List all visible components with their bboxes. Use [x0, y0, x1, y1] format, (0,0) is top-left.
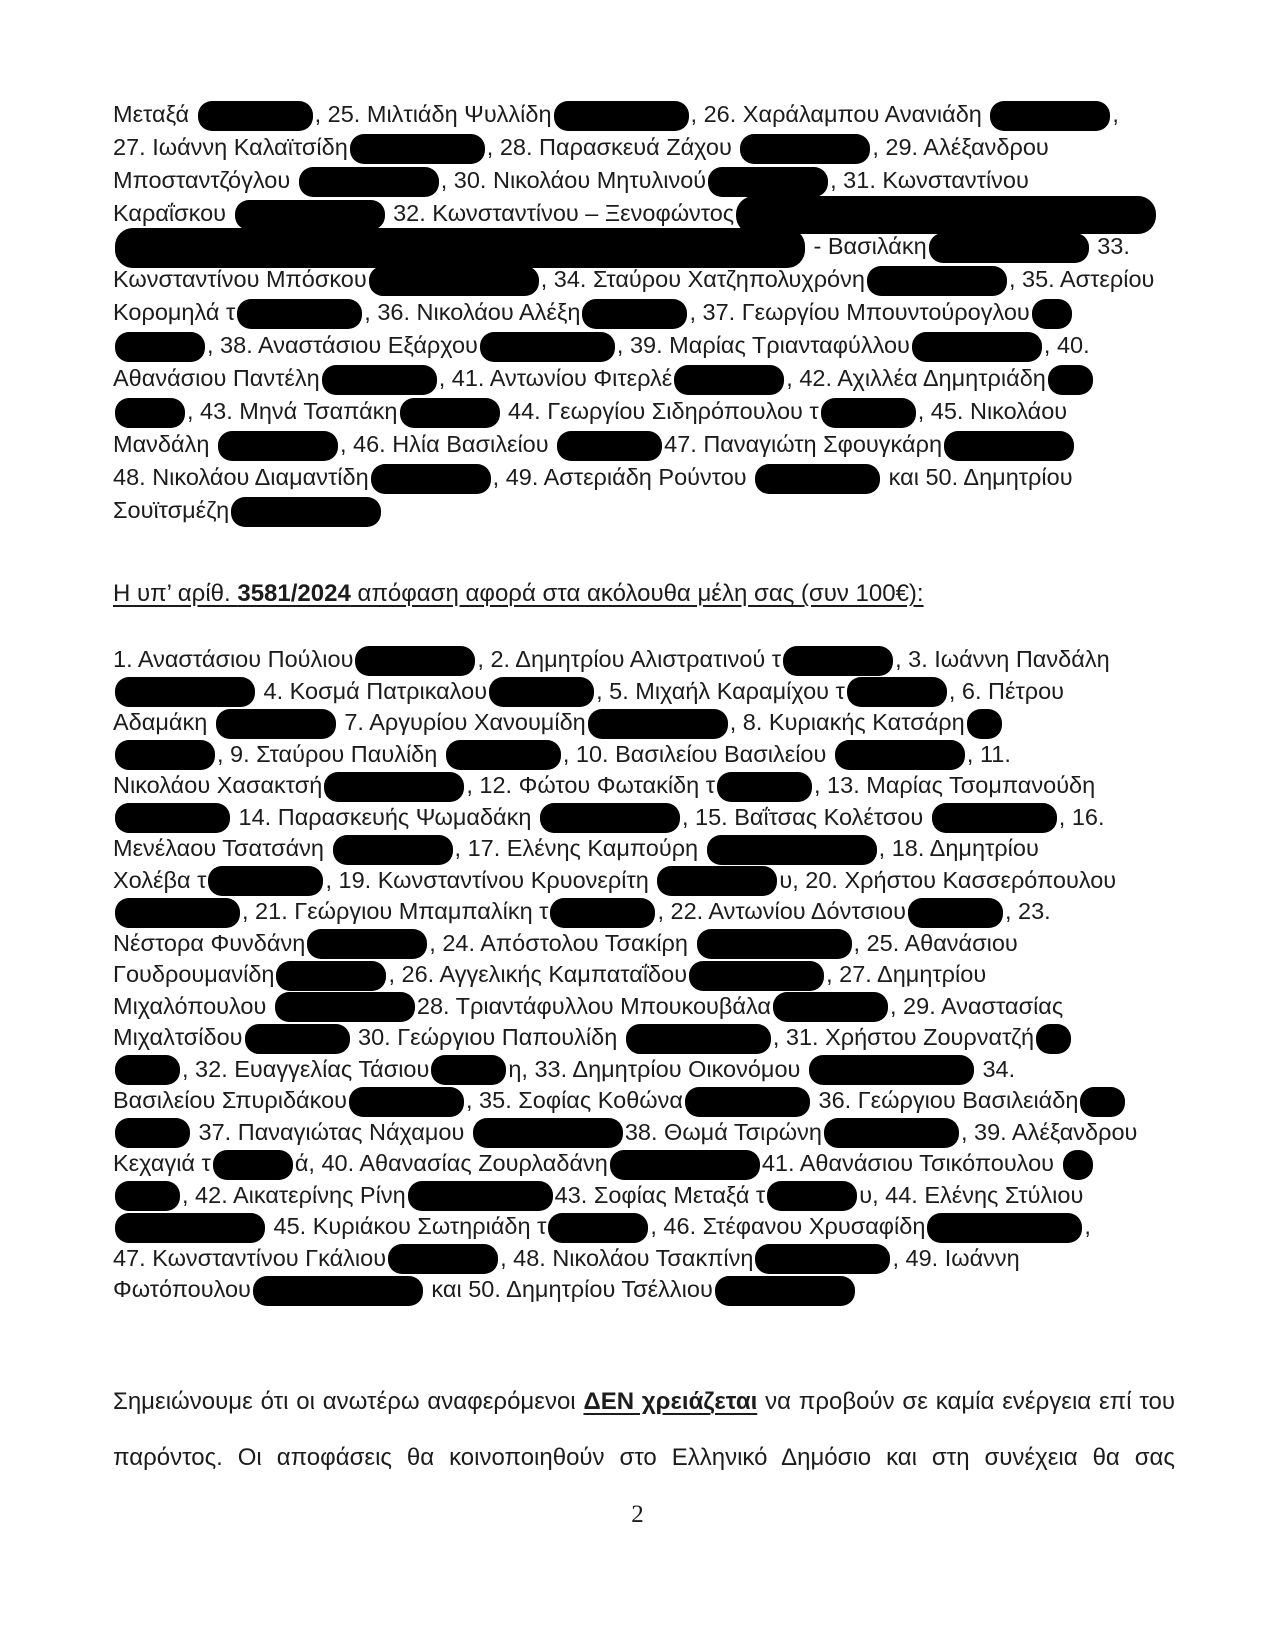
redaction-box: [115, 803, 230, 833]
text-segment: 47. Παναγιώτη Σφουγκάρη: [664, 431, 943, 457]
text-segment: Καραΐσκου: [113, 200, 233, 226]
redaction-box: [550, 898, 655, 928]
text-segment: , 45. Νικολάου: [917, 398, 1068, 424]
text-line: [113, 494, 1175, 527]
page-number: 2: [631, 1501, 644, 1528]
redaction-box: [333, 835, 453, 865]
text-segment: , 26. Αγγελικής Καμπαταΐδου: [388, 961, 688, 987]
text-segment: , 15. Βαΐτσας Κολέτσου: [681, 803, 930, 830]
text-segment: Κωνσταντίνου Μπόσκου: [113, 266, 367, 292]
text-segment: να προβούν σε καμία ενέργεια επί του: [757, 1388, 1175, 1415]
text-segment: Αδαμάκη: [113, 709, 214, 735]
redaction-box: [115, 898, 240, 928]
redaction-box: [324, 772, 464, 802]
text-segment: ,: [1112, 101, 1119, 127]
text-line: [113, 98, 1175, 131]
redaction-box: [489, 677, 594, 707]
text-segment: Βασιλείου Σπυριδάκου: [113, 1087, 347, 1113]
text-segment: , 46. Ηλία Βασιλείου: [339, 431, 556, 457]
text-segment: 1. Αναστάσιου Πούλιου: [113, 646, 354, 672]
text-segment: Μιχαλτσίδου: [113, 1024, 243, 1050]
text-segment: 41. Αθανάσιου Τσικόπουλου: [761, 1150, 1061, 1176]
text-segment: , 18. Δημητρίου: [878, 835, 1039, 861]
text-segment: 48. Νικολάου Διαμαντίδη: [113, 464, 369, 490]
redaction-box: [371, 464, 491, 494]
text-segment: - Βασιλάκη: [807, 233, 927, 259]
text-segment: , 30. Νικολάου Μητυλινού: [440, 167, 707, 193]
text-segment: 34.: [975, 1055, 1016, 1082]
text-segment: Μεταξά: [113, 101, 196, 127]
redaction-box: [674, 365, 784, 395]
redaction-box: [1032, 299, 1072, 329]
text-segment: , 42. Αχιλλέα Δημητριάδη: [786, 365, 1046, 391]
text-line: [113, 263, 1175, 296]
redaction-box: [715, 1276, 855, 1306]
redaction-box: [755, 1244, 890, 1274]
text-segment: , 35. Σοφίας Κοθώνα: [466, 1087, 683, 1113]
redaction-box: [944, 431, 1074, 461]
text-segment: Μενέλαου Τσατσάνη: [113, 835, 331, 861]
text-segment: Νέστορα Φυνδάνη: [113, 929, 306, 956]
redaction-box: [867, 266, 1007, 296]
redaction-box: [588, 709, 728, 739]
redaction-box: [275, 992, 415, 1022]
text-segment: , 10. Βασιλείου Βασιλείου: [562, 740, 833, 767]
text-segment: , 49. Αστεριάδη Ρούντου: [492, 464, 754, 490]
redaction-box: [708, 167, 828, 197]
redaction-box: [115, 740, 215, 770]
redaction-box: [115, 677, 255, 707]
redaction-box: [685, 1087, 810, 1117]
redaction-box: [1036, 1024, 1071, 1054]
redaction-box: [610, 1150, 760, 1180]
redaction-box: [697, 929, 852, 959]
text-line: [113, 1054, 1175, 1086]
redaction-box: [115, 1181, 180, 1211]
text-segment: 38. Θωμά Τσιρώνη: [624, 1118, 822, 1145]
text-segment: Μιχαλόπουλου: [113, 992, 273, 1019]
text-segment: παρόντος. Οι αποφάσεις θα κοινοποιηθούν στο Ελληνικό Δημόσιο και στη συνέχεια θα σας: [113, 1444, 1175, 1471]
redaction-box: [548, 1213, 648, 1243]
text-segment: Κεχαγιά τ: [113, 1150, 211, 1176]
text-segment: 44. Γεωργίου Σιδηρόπουλου τ: [501, 398, 819, 424]
redaction-box: [473, 1118, 623, 1148]
text-line: [113, 865, 1175, 897]
text-line: [113, 362, 1175, 395]
redaction-box: [115, 332, 205, 362]
text-segment: και 50. Δημητρίου: [882, 464, 1073, 490]
text-segment: , 41. Αντωνίου Φιτερλέ: [438, 365, 673, 391]
redaction-box: [912, 332, 1042, 362]
redaction-box: [446, 740, 561, 770]
text-line: [113, 707, 1175, 739]
text-segment: , 24. Απόστολου Τσακίρη: [429, 929, 695, 956]
text-segment: , 11.: [966, 740, 1011, 767]
text-segment: 28. Τριαντάφυλλου Μπουκουβάλα: [416, 992, 771, 1019]
text-segment: 47. Κωνσταντίνου Γκάλιου: [113, 1244, 387, 1271]
text-line: [113, 395, 1175, 428]
text-segment: Χολέβα τ: [113, 866, 207, 893]
redaction-box: [540, 803, 680, 833]
redaction-box: [847, 677, 947, 707]
redaction-box: [557, 431, 662, 461]
text-segment: Μποσταντζόγλου: [113, 167, 297, 193]
text-line: [113, 644, 1175, 676]
text-segment: Γουδρουμανίδη: [113, 961, 275, 987]
text-line: [113, 1243, 1175, 1275]
redaction-box: [927, 1213, 1082, 1243]
redaction-box: [208, 866, 323, 896]
text-segment: , 29. Αλέξανδρου: [872, 134, 1049, 160]
text-segment: απόφαση αφορά στα ακόλουθα μέλη σας (συν 100€):: [350, 580, 924, 607]
text-segment: , 23.: [1004, 898, 1051, 924]
text-segment: 30. Γεώργιου Παπουλίδη: [351, 1024, 624, 1050]
text-segment: , 21. Γεώργιου Μπαμπαλίκη τ: [242, 898, 549, 924]
text-segment: 4. Κοσμά Πατρικαλου: [257, 677, 488, 704]
redaction-box: [835, 740, 965, 770]
text-segment: , 9. Σταύρου Παυλίδη: [217, 740, 444, 767]
redaction-box: [1048, 365, 1093, 395]
text-line: [113, 1374, 1175, 1430]
text-segment: , 16.: [1058, 803, 1105, 830]
text-line: [113, 1148, 1175, 1180]
text-segment: 32. Κωνσταντίνου – Ξενοφώντος: [386, 200, 735, 226]
redaction-box: [1080, 1087, 1125, 1117]
text-line: [113, 1180, 1175, 1212]
text-line: [113, 1430, 1175, 1486]
redaction-box: [929, 233, 1089, 263]
closing-paragraph: [113, 1374, 1175, 1486]
text-segment: 27. Ιωάννη Καλαϊτσίδη: [113, 134, 348, 160]
redaction-box: [740, 134, 870, 164]
text-segment: , 31. Κωνσταντίνου: [830, 167, 1029, 193]
text-segment: , 19. Κωνσταντίνου Κρυονερίτη: [325, 866, 656, 893]
text-line: [113, 959, 1175, 991]
text-line: [113, 739, 1175, 771]
text-segment: , 34. Σταύρου Χατζηπολυχρόνη: [540, 266, 865, 292]
text-segment: , 27. Δημητρίου: [826, 961, 987, 987]
text-segment: , 12. Φώτου Φωτακίδη τ: [466, 772, 715, 798]
redaction-box: [990, 101, 1110, 131]
text-segment: Αθανάσιου Παντέλη: [113, 365, 320, 391]
text-line: [113, 770, 1175, 802]
redaction-box: [626, 1024, 771, 1054]
redaction-box: [322, 365, 437, 395]
redaction-box: [237, 299, 362, 329]
redaction-box: [967, 709, 1002, 739]
text-segment: Μανδάλη: [113, 431, 216, 457]
redaction-box: [908, 898, 1003, 928]
text-line: [113, 1211, 1175, 1243]
text-segment: , 40.: [1043, 332, 1090, 358]
redaction-box: [253, 1276, 423, 1306]
text-segment: Φωτόπουλου: [113, 1276, 251, 1302]
redaction-box: [736, 196, 1156, 234]
redaction-box: [115, 398, 185, 428]
text-line: [113, 991, 1175, 1023]
text-segment: , 39. Αλέξανδρου: [960, 1118, 1138, 1145]
text-line: [113, 428, 1175, 461]
text-segment: , 13. Μαρίας Τσομπανούδη: [814, 772, 1096, 798]
redaction-box: [431, 1055, 506, 1085]
redaction-box: [216, 709, 336, 739]
redaction-box: [115, 1213, 265, 1243]
redaction-box: [307, 929, 427, 959]
redaction-box: [717, 772, 812, 802]
redaction-box: [689, 961, 824, 991]
text-line: [113, 1274, 1175, 1306]
redaction-box: [276, 961, 386, 991]
text-segment: υ, 20. Χρήστου Κασσερόπουλου: [779, 866, 1117, 893]
text-segment: 14. Παρασκευής Ψωμαδάκη: [232, 803, 538, 830]
redaction-box: [824, 1118, 959, 1148]
text-segment: , 28. Παρασκευά Ζάχου: [486, 134, 739, 160]
redaction-box: [773, 992, 888, 1022]
text-line: [113, 329, 1175, 362]
redaction-box: [932, 803, 1057, 833]
text-segment: υ, 44. Ελένης Στύλιου: [859, 1181, 1084, 1208]
text-line: [113, 1117, 1175, 1149]
text-line: [113, 461, 1175, 494]
redaction-box: [783, 646, 893, 676]
redaction-box: [231, 497, 381, 527]
text-segment: 45. Κυριάκου Σωτηριάδη τ: [267, 1213, 547, 1239]
text-line: [113, 197, 1175, 230]
list-paragraph-a: [113, 98, 1175, 527]
text-segment: Η υπ’ αρίθ.: [113, 580, 238, 607]
text-segment: , 8. Κυριακής Κατσάρη: [729, 709, 965, 735]
text-segment: , 32. Ευαγγελίας Τάσιου: [182, 1055, 430, 1082]
text-segment: , 5. Μιχαήλ Καραμίχου τ: [596, 677, 845, 704]
text-segment: 36. Γεώργιου Βασιλειάδη: [811, 1087, 1079, 1113]
text-segment: , 6. Πέτρου: [948, 677, 1065, 704]
redaction-box: [115, 1118, 190, 1148]
text-segment: 3581/2024: [237, 580, 351, 607]
text-segment: 37. Παναγιώτας Νάχαμου: [192, 1118, 471, 1145]
redaction-box: [349, 1087, 464, 1117]
text-segment: , 46. Στέφανου Χρυσαφίδη: [650, 1213, 926, 1239]
text-segment: , 48. Νικολάου Τσακπίνη: [500, 1244, 754, 1271]
text-line: [113, 802, 1175, 834]
redaction-box: [1063, 1150, 1093, 1180]
text-segment: , 25. Μιλτιάδη Ψυλλίδη: [314, 101, 552, 127]
text-segment: , 31. Χρήστου Ζουρνατζή: [772, 1024, 1035, 1050]
decision-heading: [113, 577, 1175, 610]
text-segment: , 29. Αναστασίας: [890, 992, 1064, 1019]
redaction-box: [767, 1181, 857, 1211]
text-segment: ,: [1084, 1213, 1091, 1239]
text-segment: , 3. Ιωάννη Πανδάλη: [895, 646, 1110, 672]
redaction-box: [198, 101, 313, 131]
text-line: [113, 296, 1175, 329]
redaction-box: [218, 431, 338, 461]
redaction-box: [400, 398, 500, 428]
text-segment: , 38. Αναστάσιου Εξάρχου: [207, 332, 478, 358]
text-segment: Σουϊτσμέζη: [113, 497, 230, 523]
text-segment: , 36. Νικολάου Αλέξη: [364, 299, 581, 325]
text-segment: η, 33. Δημητρίου Οικονόμου: [508, 1055, 807, 1082]
text-segment: , 43. Μηνά Τσαπάκη: [187, 398, 398, 424]
text-segment: ΔΕΝ χρειάζεται: [583, 1388, 758, 1415]
redaction-box: [115, 228, 805, 268]
redaction-box: [388, 1244, 498, 1274]
redaction-box: [408, 1181, 553, 1211]
text-segment: , 39. Μαρίας Τριανταφύλλου: [616, 332, 910, 358]
text-line: [113, 833, 1175, 865]
redaction-box: [245, 1024, 350, 1054]
text-segment: , 35. Αστερίου: [1008, 266, 1155, 292]
text-segment: , 25. Αθανάσιου: [853, 929, 1018, 956]
text-segment: , 26. Χαράλαμπου Ανανιάδη: [690, 101, 989, 127]
text-segment: , 42. Αικατερίνης Ρίνη: [182, 1181, 406, 1208]
text-segment: 33.: [1090, 233, 1130, 259]
text-segment: Κορομηλά τ: [113, 299, 236, 325]
redaction-box: [235, 200, 385, 230]
text-segment: , 37. Γεωργίου Μπουντούρογλου: [689, 299, 1030, 325]
text-line: [113, 164, 1175, 197]
text-segment: , 49. Ιωάννη: [892, 1244, 1020, 1271]
text-line: [113, 230, 1175, 263]
text-line: [113, 928, 1175, 960]
text-line: [113, 131, 1175, 164]
redaction-box: [554, 101, 689, 131]
text-segment: και 50. Δημητρίου Τσέλλιου: [424, 1276, 713, 1302]
text-line: [113, 896, 1175, 928]
text-segment: , 17. Ελένης Καμπούρη: [454, 835, 705, 861]
text-segment: , 22. Αντωνίου Δόντσιου: [657, 898, 906, 924]
text-line: [113, 1022, 1175, 1054]
text-line: [113, 1085, 1175, 1117]
list-paragraph-b: [113, 644, 1175, 1306]
redaction-box: [299, 167, 439, 197]
redaction-box: [707, 835, 877, 865]
redaction-box: [369, 266, 539, 296]
text-line: [113, 676, 1175, 708]
redaction-box: [480, 332, 615, 362]
redaction-box: [809, 1055, 974, 1085]
text-segment: Νικολάου Χασακτσή: [113, 772, 323, 798]
text-segment: 43. Σοφίας Μεταξά τ: [554, 1181, 766, 1208]
redaction-box: [821, 398, 916, 428]
text-segment: ά, 40. Αθανασίας Ζουρλαδάνη: [294, 1150, 608, 1176]
redaction-box: [115, 1055, 180, 1085]
text-segment: 7. Αργυρίου Χανουμίδη: [337, 709, 586, 735]
text-segment: Σημειώνουμε ότι οι ανωτέρω αναφερόμενοι: [113, 1388, 584, 1415]
text-segment: , 2. Δημητρίου Αλιστρατινού τ: [477, 646, 782, 672]
redaction-box: [755, 464, 880, 494]
redaction-box: [657, 866, 777, 896]
redaction-box: [355, 646, 475, 676]
redaction-box: [350, 134, 485, 164]
redaction-box: [582, 299, 687, 329]
redaction-box: [213, 1150, 293, 1180]
